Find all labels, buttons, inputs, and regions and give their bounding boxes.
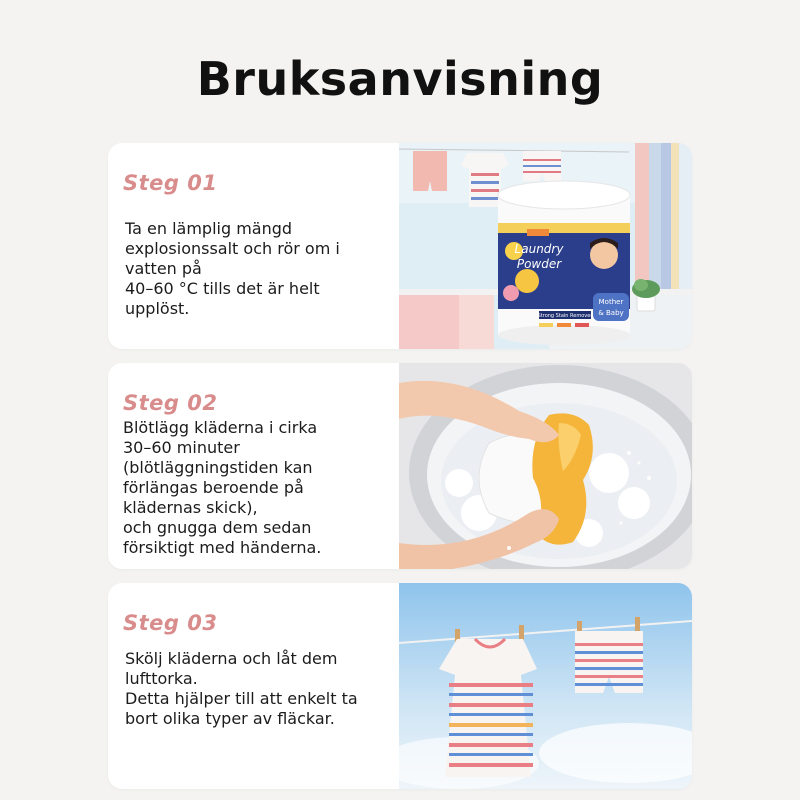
product-name-line2: Powder	[516, 257, 562, 271]
laundry-powder-jar-photo	[399, 143, 692, 349]
step-card-2	[108, 363, 692, 569]
clothes-drying-on-line-photo	[399, 583, 692, 789]
product-tagline: Strong Stain Remover	[537, 313, 593, 319]
product-name-line1: Laundry	[514, 242, 564, 256]
step-label: Steg 03	[123, 611, 218, 635]
step-card-3	[108, 583, 692, 789]
step-text: Skölj kläderna och låt dem lufttorka. Detta hjälper till att enkelt ta bort olika typer av fläckar.	[125, 649, 358, 728]
step-label: Steg 02	[123, 391, 218, 415]
product-badge-line1: Mother	[598, 298, 624, 306]
step-text: Blötlägg kläderna i cirka 30–60 minuter (blötläggningstiden kan förlängas beroende på klädernas skick), och gnugga dem sedan försiktigt med händerna.	[123, 418, 322, 557]
page-title: Bruksanvisning	[196, 52, 604, 106]
step-label: Steg 01	[123, 171, 218, 195]
hands-washing-clothes-photo	[399, 363, 692, 569]
step-card-1	[108, 143, 692, 349]
step-text: Ta en lämplig mängd explosionssalt och rör om i vatten på 40–60 °C tills det är helt upplöst.	[125, 219, 340, 318]
product-badge-line2: & Baby	[598, 309, 624, 317]
